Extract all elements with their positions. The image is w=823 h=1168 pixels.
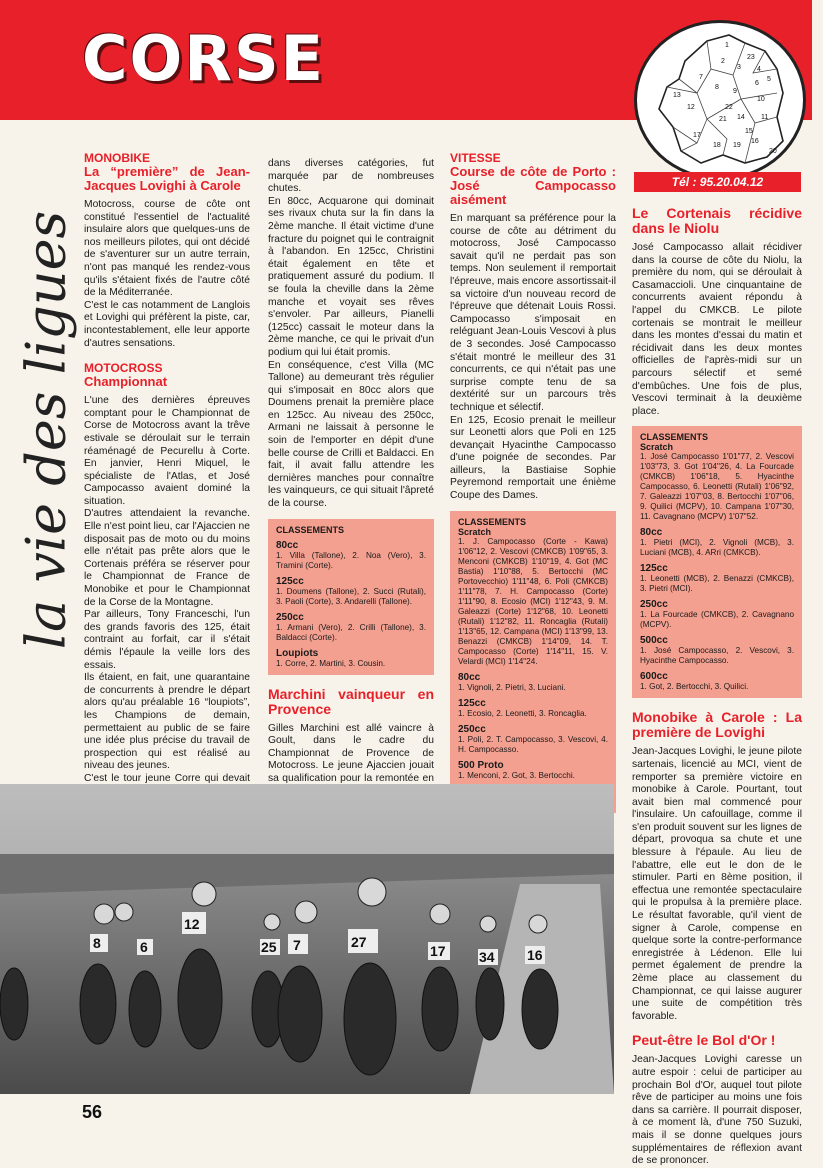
map-region-label: 1 (725, 42, 729, 49)
column-1 (84, 152, 250, 836)
bike-number: 17 (430, 943, 446, 959)
results-category: 125cc (640, 563, 668, 575)
results-category: 80cc (640, 527, 663, 539)
results-text: 1. La Fourcade (CMKCB), 2. Cavagnano (MCPV). (640, 610, 794, 630)
results-category: 80cc (458, 671, 481, 683)
results-text: 1. Ecosio, 2. Leonetti, 3. Roncaglia. (458, 708, 587, 718)
column-2 (268, 158, 434, 836)
paragraph: Jean-Jacques Lovighi caresse un autre espoir : celui de participer au prochain Bol d'Or, auquel tout pilote rêve de participer au moins une fois dans sa carrière. Il pourrait disposer, à ce moment là, d'une 750 Suzuki, mais il se donne quelques jours supplémentaires de réflexion avant de se prononcer. (632, 1054, 802, 1167)
france-map-icon (637, 23, 806, 180)
results-box (450, 511, 616, 813)
results-category: 80cc (276, 539, 299, 551)
paragraph: D'autres attendaient la revanche. Elle n'est point lieu, car l'Ajaccien ne disposait pas de moto ou du moins elle n'était pas prête alors que le Cortenais préféra se réserver pour le Championnat de France de Monobike et pour le Championnat de la Corse de la Montagne. (84, 508, 250, 608)
paragraph: Jean-Jacques Lovighi, le jeune pilote sartenais, licencié au MCI, vient de remporter sa première victoire en monobike à Carole. Pourtant, tout avait bien mal commencé pour l'insulaire. Un cafouillage, comme il s'en produit souvent sur les lignes de départ, provoqua sa chute et une blessure à l'épaule. Au lieu de l'abattre, elle eut le don de le stimuler. Parti en 8ème position, il effectua une remontée spectaculaire qui le propulsa à la première place. Le résultat favorable, qu'il vient de signer à Carole, compense en quelque sorte la contre-performance enregistrée à Lédenon. Elle lui permet également de prendre la 2ème place au classement du Championnat, ce qui laisse augurer une suite de compétition très favorable. (632, 746, 802, 1022)
map-region-label: 8 (715, 84, 719, 91)
results-category: 500 Proto (458, 759, 504, 771)
results-text: 1. José Campocasso 1'01"77, 2. Vescovi 1'03"73, 3. Got 1'04"26, 4. La Fourcade (CMKCB) 1'06"18, 5. Hyacinthe Campocasso, 6. Leonetti (Rutali) 1'06"92, 7. Galeazzi 1'07"03, 8. Bertocchi 1'07"06, 9. Quilici (MCPV), 10. Campana 1'07"30, 11. Cavagnano (MCPV) 1'07"52. (640, 452, 794, 522)
results-text: 1. Doumens (Tallone), 2. Succi (Rutali), 3. Paoli (Corte), 3. Andarelli (Tallone). (276, 586, 426, 606)
article-heading: Championnat (84, 374, 168, 390)
results-category: 500cc (640, 635, 668, 647)
map-region-label: 11 (761, 114, 769, 121)
results-text: 1. Pietri (MCI), 2. Vignoli (MCB), 3. Luciani (MCB), 4. ARri (CMKCB). (640, 538, 794, 558)
bike-number: 27 (351, 934, 367, 950)
article-heading: La “première” de Jean-Jacques Lovighi à Carole (84, 164, 250, 193)
bike-number: 25 (261, 939, 277, 955)
page-number: 56 (82, 1102, 103, 1122)
map-region-label: 14 (737, 114, 745, 121)
results-text: 1. Leonetti (MCB), 2. Benazzi (CMKCB), 3. Pietri (MCI). (640, 574, 794, 594)
bike-number: 12 (184, 916, 200, 932)
map-region-label: 13 (673, 92, 681, 99)
results-category: 600cc (640, 671, 668, 683)
article-kicker: VITESSE (450, 151, 501, 165)
race-start-photo (0, 784, 614, 1094)
paragraph: José Campocasso allait récidiver dans la course de côte du Niolu, la première du nom, qui se déroulait à Casamaccioli. Une cinquantaine de concurrents avaient répondu à l'appel du CMKCB. Le pilote cortenais se montrait le meilleur dans les montes d'essai du matin et récidivait dans les deux montes officielles de l'après-midi sur un parcours sélectif et semé d'embûches. Une fois de plus, Vescovi terminait à la deuxième place. (632, 242, 802, 417)
results-category: 125cc (458, 697, 486, 709)
paragraph: C'est le cas notamment de Langlois et Lovighi qui préfèrent la piste, car, incontestablement, elle leur apporte d'autres sensations. (84, 299, 250, 349)
section-script-text: la vie des ligues (14, 210, 78, 650)
results-title: CLASSEMENTS (276, 524, 345, 535)
article-heading: Peut-être le Bol d'Or ! (632, 1032, 776, 1049)
bike-number: 34 (479, 949, 495, 965)
map-region-label: 16 (751, 138, 759, 145)
results-text: 1. Corre, 2. Martini, 3. Cousin. (276, 658, 386, 668)
results-category: Loupiots (276, 647, 319, 659)
results-text: 1. Menconi, 2. Got, 3. Bertocchi. (458, 770, 575, 780)
results-title: CLASSEMENTS (458, 516, 527, 527)
map-region-label: 18 (713, 142, 721, 149)
paragraph: En marquant sa préférence pour la course de côte au détriment du motocross, José Campocasso savait qu'il ne perdait pas son temps. Non seulement il remportait l'épreuve, mais encore assortissait-il sa victoire d'un nouveau record de l'épreuve que détenait Louis Rossi. Campocasso s'imposait en reléguant Jean-Louis Vescovi à plus de 3 secondes. José Campocasso s'était montré le meilleur des 31 concurrents, ce qui n'était pas une surprise compte tenu de sa dextérité sur un parcours très technique et sélectif. (450, 213, 616, 413)
map-region-label: 4 (757, 66, 761, 73)
results-text: 1. Villa (Tallone), 2. Noa (Vero), 3. Tramini (Corte). (276, 550, 426, 570)
article-heading: Course de côte de Porto : José Campocasso aisément (450, 164, 616, 207)
map-region-label: 3 (737, 64, 741, 71)
paragraph: Par ailleurs, Tony Franceschi, l'un des grands favoris des 125, était contraint au forfait, car il s'était démis l'épaule la veille lors des essais. (84, 609, 250, 671)
results-category: 250cc (276, 611, 304, 623)
results-category: 250cc (640, 599, 668, 611)
paragraph: En 80cc, Acquarone qui dominait ses rivaux chuta sur la fin dans la 2ème manche. Il était victime d'une fracture du poignet qui le contraignit à l'abandon. En 125cc, Christini était également en tête et pratiquement assuré du podium. Il se foula la cheville dans la 2ème manche et voyait ses rêves s'envoler. Par ailleurs, Pianelli (125cc) cassait le moteur dans la 2ème manche, ce qui le privait d'un podium qui lui était promis. (268, 195, 434, 358)
paragraph: C'est le tour jeune Corre qui devait (84, 772, 250, 784)
article-heading: Marchini vainqueur en Provence (268, 685, 434, 717)
bike-number: 6 (140, 939, 148, 955)
paragraph: En 125, Ecosio prenait le meilleur sur Leonetti alors que Poli en 125 devançait Hyacinthe Campocasso d'une poignée de secondes. Par ailleurs, la Bastiaise Sophie Peyremond remportait une énième Coupe des Dames. (450, 414, 616, 502)
article-kicker: MONOBIKE (84, 151, 150, 165)
results-box (632, 426, 802, 698)
results-box (268, 519, 434, 675)
article-kicker: MOTOCROSS (84, 361, 163, 376)
results-subtitle: Scratch (640, 442, 674, 453)
map-region-label: 7 (699, 74, 703, 81)
paragraph: Gilles Marchini est allé vaincre à Goult, dans le cadre du Championnat de Provence de Motocross. Le jeune Ajaccien jouait sa qualification pour la remontée en (268, 722, 434, 784)
paragraph: L'une des dernières épreuves comptant pour le Championnat de Corse de Motocross avant la trêve estivale se déroulait sur le terrain réaménagé de Pecurellu à Corte. En janvier, Henri Miquel, le spécialiste de l'Atlas, et José Campocasso avaient dominé la situation. (84, 395, 250, 507)
bike-number: 16 (527, 947, 543, 963)
map-region-label: 6 (755, 80, 759, 87)
france-regions-map (634, 20, 806, 180)
map-region-label: 17 (693, 132, 701, 139)
column-3 (450, 152, 616, 813)
map-region-label: 22 (725, 104, 733, 111)
map-region-label: 20 (769, 148, 777, 155)
paragraph: dans diverses catégories, fut marquée par de nombreuses chutes. (268, 158, 434, 195)
map-region-label: 12 (687, 104, 695, 111)
results-category: 250cc (458, 723, 486, 735)
map-region-label: 9 (733, 88, 737, 95)
page-title: CORSE (82, 22, 325, 95)
results-title: CLASSEMENTS (640, 432, 709, 443)
results-text: 1. Armani (Vero), 2. Crilli (Tallone), 3. Baldacci (Corte). (276, 622, 426, 642)
map-region-label: 23 (747, 54, 755, 61)
results-text: 1. Got, 2. Bertocchi, 3. Quilici. (640, 682, 749, 692)
section-script-title (6, 150, 86, 710)
map-region-label: 2 (721, 58, 725, 65)
paragraph: Ils étaient, en fait, une quarantaine de concurrents à prendre le départ alors qu'au préalable 16 “loupiots”, les Champions de demain, permettaient au public de se faire une idée plus précise du travail de prospection qui est réalisé au niveau des jeunes. (84, 672, 250, 772)
article-heading: Le Cortenais récidive dans le Niolu (632, 205, 802, 236)
map-region-label: 5 (767, 76, 771, 83)
motorcycle-race-image (0, 784, 614, 1094)
phone-banner: Tél : 95.20.04.12 (634, 172, 801, 192)
map-region-label: 15 (745, 128, 753, 135)
bike-number: 8 (93, 935, 101, 951)
results-text: 1. J. Campocasso (Corte - Kawa) 1'06"12, 2. Vescovi (CMKCB) 1'09"65, 3. Menconi (CMKCB) 1'10"19, 4. Got (MC Bastia) 1'10"88, 5. Bertocchi (MC Portovecchio) 1'11"48, 6. Poli (CMKCB) 1'11"78, 7. H. Campocasso (Corte) 1'11"90, 8. Ecosio (MCI) 1'12"43, 9. M. Galeazzi (Corte) 1'12"68, 10. Leonetti (Rutali) 1'12"82, 11. Roncaglia (Rutali) 1'13"65, 12. Campana (MCI) 1'13"99, 13. Benazzi (CMKCB) 1'14"09, 14. T. Campocasso (Corte) 1'14"11, 15. V. Velardi (MCI) 1'14"24. (458, 536, 608, 666)
map-region-label: 21 (719, 116, 727, 123)
results-subtitle: Scratch (458, 526, 492, 537)
results-text: 1. Vignoli, 2. Pietri, 3. Luciani. (458, 682, 566, 692)
paragraph: En conséquence, c'est Villa (MC Tallone) au demeurant très régulier qui s'imposait en 80cc alors que Doumens prenait la première place en 125cc. Au niveau des 250cc, Armani ne laissait à personne le soin de l'emporter en dépit d'une belle course de Crilli et Baldacci. En fait, il avait fallu attendre les dernières manches pour connaître les vainqueurs, ce qui situait l'âpreté de la course. (268, 359, 434, 510)
paragraph: Motocross, course de côte ont constitué l'essentiel de l'actualité insulaire alors que quelques-uns de nos meilleurs pilotes, qui ont décidé de s'aventurer sur un autre terrain, n'ont pas manqué les rendez-vous qu'ils s'étaient fixés de l'autre côté de la Méditerranée. (84, 199, 250, 299)
results-category: 125cc (276, 575, 304, 587)
column-4 (632, 206, 802, 1168)
results-text: 1. Poli, 2. T. Campocasso, 3. Vescovi, 4. H. Campocasso. (458, 734, 608, 754)
map-region-label: 19 (733, 142, 741, 149)
article-heading: Monobike à Carole : La première de Lovighi (632, 709, 802, 741)
bike-number: 7 (293, 937, 301, 953)
results-text: 1. José Campocasso, 2. Vescovi, 3. Hyacinthe Campocasso. (640, 646, 794, 666)
map-region-label: 10 (757, 96, 765, 103)
